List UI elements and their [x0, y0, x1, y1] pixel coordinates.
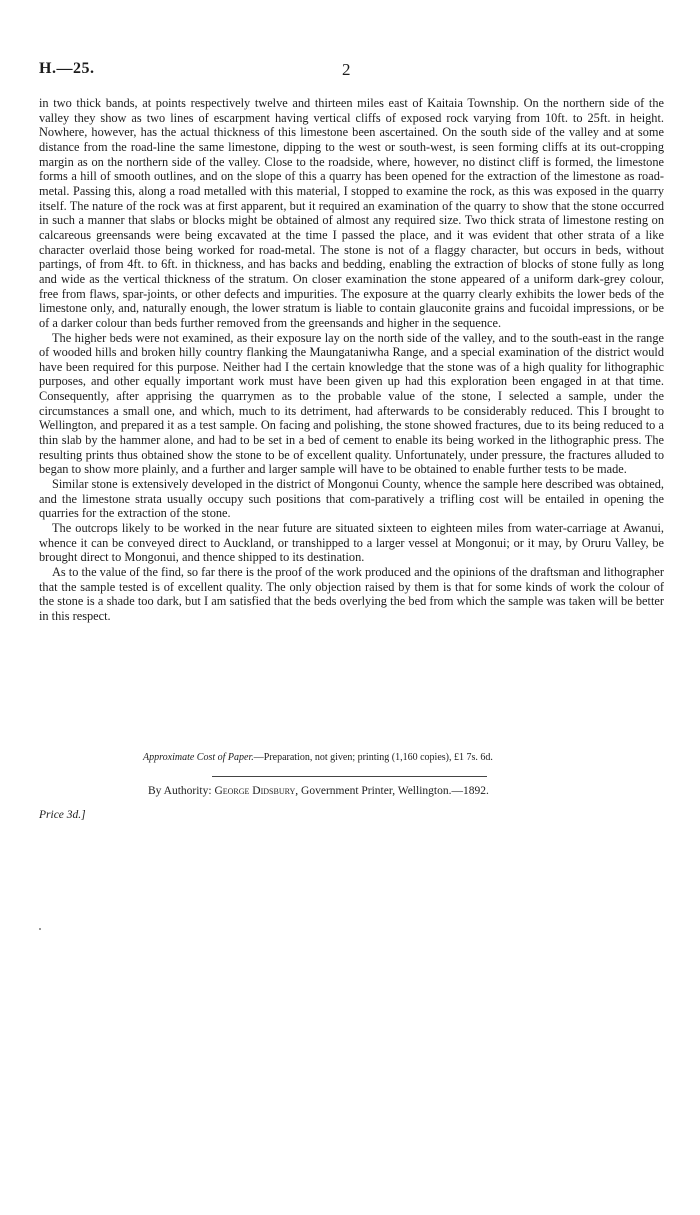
cost-note: [143, 752, 583, 763]
printer-imprint: [148, 785, 588, 797]
authority-prefix: By Authority:: [148, 785, 215, 797]
paper-reference: H.—25.: [39, 60, 95, 77]
authority-suffix: , Government Printer, Wellington.—1892.: [295, 785, 489, 797]
paragraph-1: in two thick bands, at points respectively twelve and thirteen miles east of Kaitaia Township. On the northern side of the valley they show as two lines of escarpment having vertical cliffs of exposed rock varying from 10ft. to 25ft. in height. Nowhere, however, has the actual thickness of this limestone been ascertained. On the south side of the valley and at some distance from the road-line the same limestone, dipping to the west or south-west, is seen forming cliffs at its out-cropping margin as on the northern side of the valley. Close to the roadside, where, however, no distinct cliff is formed, the limestone forms a hill of smooth outlines, and on the slope of this a quarry has been opened for the extraction of the limestone as road-metal. Passing this, along a road metalled with this material, I stopped to examine the rock, as this was exposed in the quarry itself. The nature of the rock was at first apparent, but it required an examination of the quarry to show that the stone occurred in such a manner that slabs or blocks might be obtained of almost any required size. Two thick strata of limestone resting on calcareous greensands were being excavated at the time I passed the place, and it was evident that other strata of a like character overlaid those being worked for road-metal. The stone is not of a flaggy character, but occurs in beds, without partings, of from 4ft. to 6ft. in thickness, and has backs and bedding, enabling the extraction of blocks of stone fully as long and wide as the vertical thickness of the stratum. On closer examination the stone appeared of a uniform dark-grey colour, free from flaws, spar-joints, or other defects and impurities. The exposure at the quarry clearly exhibits the lower beds of the limestone only, and, naturally enough, the lower stratum is liable to contain glauconite grains and fucoidal impressions, or be of a darker colour than beds further removed from the greensands and higher in the sequence.: [39, 96, 664, 330]
page-number: 2: [342, 60, 351, 79]
paragraph-3: Similar stone is extensively developed in the district of Mongonui County, whence the sample here described was obtained, and the limestone strata usually occupy such positions that com-paratively a trifling cost will be entailed in opening the quarries for the extraction of the stone.: [39, 477, 664, 521]
body-text: [39, 96, 664, 624]
paragraph-5: As to the value of the find, so far there is the proof of the work produced and the opinions of the draftsman and lithographer that the sample tested is of excellent quality. The only objection raised by them is that for some kinds of work the colour of the stone is a shade too dark, but I am satisfied that the beds overlying the bed from which the sample was taken will be better in this respect.: [39, 565, 664, 623]
scan-speck: [39, 928, 41, 930]
cost-label: Approximate Cost of Paper.: [143, 752, 254, 763]
price-note: Price 3d.]: [39, 809, 86, 821]
paragraph-4: The outcrops likely to be worked in the near future are situated sixteen to eighteen miles from water-carriage at Awanui, whence it can be conveyed direct to Auckland, or transhipped to a larger vessel at Mongonui; or it may, by Oruru Valley, be brought direct to Mongonui, and thence shipped to its destination.: [39, 521, 664, 565]
cost-text: —Preparation, not given; printing (1,160 copies), £1 7s. 6d.: [253, 752, 493, 763]
divider-rule: [212, 776, 487, 777]
printer-name: George Didsbury: [214, 785, 296, 797]
paragraph-2: The higher beds were not examined, as their exposure lay on the north side of the valley, and to the south-east in the range of wooded hills and broken hilly country flanking the Maungataniwha Range, and a special examination of the district would have been required for this purpose. Neither had I the certain knowledge that the stone was of a high quality for lithographic purposes, and other equally important work must have been given up had this exploration been engaged in at that time. Consequently, after apprising the quarrymen as to the probable value of the stone, I selected a sample, under the circumstances a small one, and which, much to its detriment, had afterwards to be considerably reduced. This I brought to Wellington, and prepared it as a test sample. On facing and polishing, the stone showed fractures, due to its being reduced to a thin slab by the hammer alone, and had to be set in a bed of cement to enable its being worked in the lithographic press. The resulting prints thus obtained show the stone to be of excellent quality. Unfortunately, under pressure, the fractures alluded to began to show more plainly, and a further and larger sample will have to be obtained to enable further tests to be made.: [39, 330, 664, 477]
